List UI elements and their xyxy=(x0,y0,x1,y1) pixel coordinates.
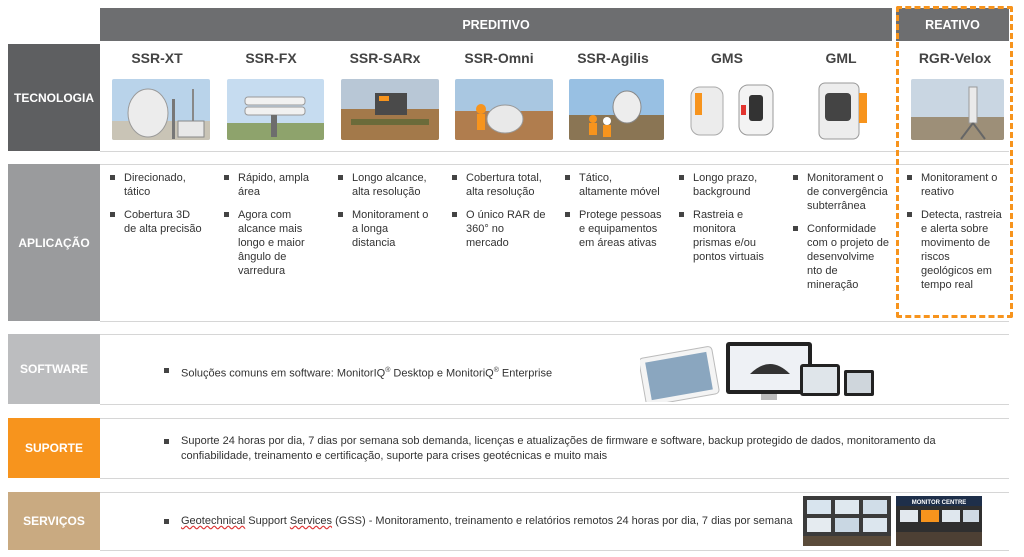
application-ssr-fx xyxy=(222,171,321,287)
services-text: Geotechnical Support Services (GSS) - Monitoramento, treinamento e relatórios remotos 24 horas por dia, 7 dias por semana xyxy=(164,514,794,529)
application-ssr-agilis xyxy=(563,171,663,259)
list-item: Conformidade com o projeto de desenvolvime nto de mineração xyxy=(791,222,889,292)
list-item: O único RAR de 360° no mercado xyxy=(450,208,548,250)
list-item: Cobertura total, alta resolução xyxy=(450,171,548,199)
list-item: Monitorament o de convergência subterrânea xyxy=(791,171,889,213)
divider xyxy=(100,550,1009,551)
divider xyxy=(100,492,1009,493)
list-item: Longo alcance, alta resolução xyxy=(336,171,434,199)
list-item: Agora com alcance mais longo e maior ângulo de varredura xyxy=(222,208,321,278)
list-item: Monitorament o reativo xyxy=(905,171,1003,199)
list-item: Longo prazo, background xyxy=(677,171,777,199)
tech-name-ssr-xt: SSR-XT xyxy=(131,50,183,66)
list-item: Detecta, rastreia e alerta sobre movimento de riscos geológicos em tempo real xyxy=(905,208,1003,292)
tech-name-rgr-velox: RGR-Velox xyxy=(918,50,992,66)
gms-photo xyxy=(683,79,780,140)
application-ssr-omni xyxy=(450,171,548,259)
support-text: Suporte 24 horas por dia, 7 dias por semana sob demanda, licenças e atualizações de firmware e software, backup protegido de dados, monitoramento da confiabilidade, treinamento e certificação, suporte para crises geotécnicas e muito mais xyxy=(164,434,964,464)
ssr-fx-photo xyxy=(227,79,324,140)
list-item: Rastreia e monitora prismas e/ou pontos virtuais xyxy=(677,208,777,264)
monitor-centre-sign: MONITOR CENTRE xyxy=(911,500,967,506)
predictive-header: PREDITIVO xyxy=(100,8,892,41)
application-gml xyxy=(791,171,889,301)
application-ssr-xt xyxy=(108,171,204,245)
divider xyxy=(100,164,1009,165)
tech-name-ssr-fx: SSR-FX xyxy=(245,50,297,66)
tech-name-gms: GMS xyxy=(711,50,743,66)
row-label-software: SOFTWARE xyxy=(8,334,100,404)
row-label-tecnologia: TECNOLOGIA xyxy=(8,44,100,151)
tech-name-ssr-sarx: SSR-SARx xyxy=(349,50,421,66)
list-item: Tático, altamente móvel xyxy=(563,171,663,199)
monitoring-room-photo xyxy=(803,496,891,546)
tech-name-ssr-omni: SSR-Omni xyxy=(464,50,534,66)
divider xyxy=(100,151,1009,152)
divider xyxy=(100,334,1009,335)
divider xyxy=(100,321,1009,322)
application-gms xyxy=(677,171,777,273)
divider xyxy=(100,404,1009,405)
row-label-servicos: SERVIÇOS xyxy=(8,492,100,550)
ssr-xt-photo xyxy=(112,79,210,140)
reactive-header: REATIVO xyxy=(896,8,1009,41)
list-item: Monitorament o a longa distancia xyxy=(336,208,434,250)
ssr-sarx-photo xyxy=(341,79,439,140)
application-ssr-sarx xyxy=(336,171,434,259)
ssr-omni-photo xyxy=(455,79,553,140)
list-item: Direcionado, tático xyxy=(108,171,204,199)
software-text: Soluções comuns em software: MonitorIQ® Desktop e MonitoriQ® Enterprise xyxy=(164,363,624,382)
gml-photo xyxy=(797,79,895,140)
software-devices-image xyxy=(640,340,878,402)
reactive-highlight-box xyxy=(896,6,1013,318)
ssr-agilis-photo xyxy=(569,79,664,140)
list-item: Rápido, ampla área xyxy=(222,171,321,199)
row-label-suporte: SUPORTE xyxy=(8,418,100,478)
tech-name-gml: GML xyxy=(825,50,857,66)
list-item: Cobertura 3D de alta precisão xyxy=(108,208,204,236)
row-label-aplicacao: APLICAÇÃO xyxy=(8,164,100,321)
tech-name-ssr-agilis: SSR-Agilis xyxy=(577,50,649,66)
divider xyxy=(100,418,1009,419)
divider xyxy=(100,478,1009,479)
list-item: Protege pessoas e equipamentos em áreas ativas xyxy=(563,208,663,250)
monitor-centre-photo xyxy=(896,496,982,546)
